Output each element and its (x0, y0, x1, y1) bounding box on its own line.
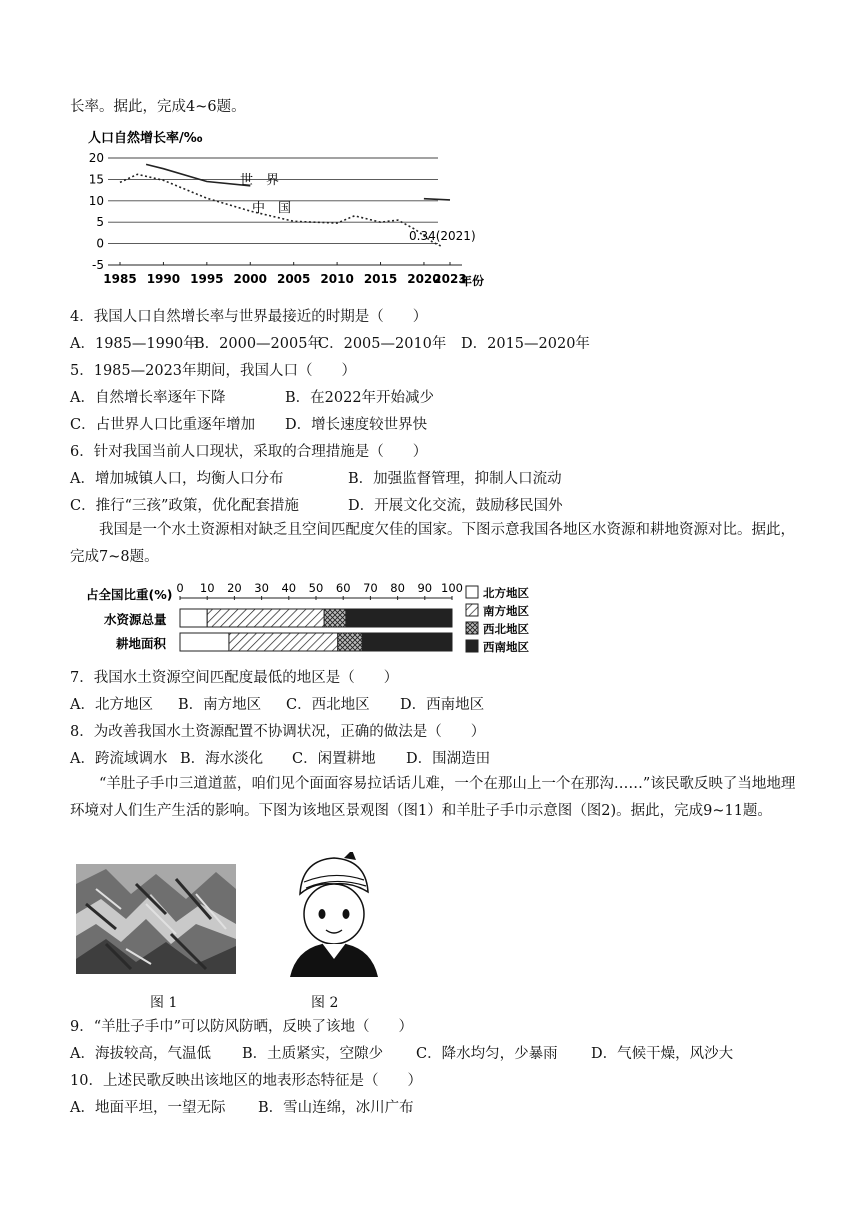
passage-water-land: 我国是一个水土资源相对缺乏且空间匹配度欠佳的国家。下图示意我国各地区水资源和耕地资源对比。据此，完成7~8题。 (70, 522, 795, 565)
passage-folk-song: “羊肚子手巾三道道蓝，咱们见个面面容易拉话话儿难，一个在那山上一个在那沟……”该民歌反映了当地地理环境对人们生产生活的影响。下图为该地区景观图（图1）和羊肚子手巾示意图（图2)。据此，完成9~11题。 (70, 776, 796, 819)
q10-option-a[interactable]: A．地面平坦，一望无际 (70, 1100, 226, 1116)
water-land-chart (80, 580, 540, 658)
q6-stem: 6．针对我国当前人口现状，采取的合理措施是（ ） (70, 444, 428, 460)
x-tick-label: 80 (390, 581, 405, 595)
q10-options (70, 1098, 414, 1118)
row-label-water: 水资源总量 (104, 612, 167, 627)
x-tick-label: 2023 (433, 272, 467, 286)
q9-option-b[interactable]: B．土质紧实，空隙少 (242, 1046, 384, 1062)
chart1-ylabel: 人口自然增长率/‰ (88, 131, 203, 146)
intro-text: 长率。据此，完成4~6题。 (70, 99, 246, 115)
growth-rate-chart (80, 122, 500, 292)
q5-options-2 (70, 415, 427, 435)
q4-stem: 4．我国人口自然增长率与世界最接近的时期是（ ） (70, 309, 428, 325)
q7-stem: 7．我国水土资源空间匹配度最低的地区是（ ） (70, 670, 399, 686)
y-tick-label: 0 (96, 236, 104, 251)
annotation-2021: 0.34(2021) (409, 229, 476, 243)
x-tick-label: 40 (281, 581, 297, 595)
bar-segment-land-3 (362, 633, 452, 651)
q8-options (70, 749, 490, 769)
towel-headscarf-illustration (282, 852, 382, 977)
q6-option-b[interactable]: B．加强监督管理，抑制人口流动 (348, 471, 562, 487)
x-tick-label: 10 (199, 581, 215, 595)
q7-option-a[interactable]: A．北方地区 (70, 697, 153, 713)
row-label-land: 耕地面积 (116, 636, 167, 651)
legend-label: 南方地区 (483, 604, 529, 618)
q8-option-b[interactable]: B．海水淡化 (180, 751, 264, 767)
x-tick-label: 2020 (407, 272, 441, 286)
q7-option-b[interactable]: B．南方地区 (178, 697, 262, 713)
q6-option-c[interactable]: C．推行“三孩”政策，优化配套措施 (70, 498, 299, 514)
x-tick-label: 90 (417, 581, 433, 595)
q10-option-b[interactable]: B．雪山连绵，冰川广布 (258, 1100, 414, 1116)
chart1-xlabel: 年份 (460, 274, 485, 288)
world-series-label: 世 界 (240, 173, 280, 188)
chart2-title: 占全国比重(%) (86, 587, 173, 602)
q5-option-d[interactable]: D．增长速度较世界快 (285, 417, 428, 433)
world-series-line-1 (146, 164, 250, 185)
x-tick-label: 0 (176, 581, 184, 595)
legend-swatch (466, 640, 478, 652)
q8-option-c[interactable]: C．闲置耕地 (292, 751, 376, 767)
y-tick-label: 20 (88, 151, 104, 165)
bar-segment-land-1 (229, 633, 338, 651)
q6-options-2 (70, 496, 563, 516)
q4-options (70, 334, 590, 354)
legend-swatch (466, 586, 478, 598)
q5-stem: 5．1985—2023年期间，我国人口（ ） (70, 363, 357, 379)
q7-option-c[interactable]: C．西北地区 (286, 697, 370, 713)
q9-options (70, 1044, 733, 1064)
x-tick-label: 1985 (103, 272, 137, 286)
q7-option-d[interactable]: D．西南地区 (400, 697, 485, 713)
x-tick-label: 2015 (363, 272, 398, 286)
y-tick-label: 15 (88, 172, 104, 187)
q8-option-d[interactable]: D．围湖造田 (406, 751, 491, 767)
x-tick-label: 2000 (233, 272, 267, 286)
legend-label: 西北地区 (483, 622, 529, 636)
y-tick-label: 5 (96, 215, 104, 230)
china-series-label: 中 国 (252, 201, 292, 216)
q9-stem: 9．“羊肚子手巾”可以防风防晒，反映了该地（ ） (70, 1019, 414, 1035)
q8-option-a[interactable]: A．跨流域调水 (70, 751, 168, 767)
bar-segment-land-2 (338, 633, 362, 651)
legend-label: 北方地区 (483, 586, 529, 600)
landscape-photo (76, 864, 236, 974)
x-tick-label: 50 (308, 581, 324, 595)
q5-option-a[interactable]: A．自然增长率逐年下降 (70, 390, 226, 406)
bar-segment-land-0 (180, 633, 229, 651)
q4-option-c[interactable]: C．2005—2010年 (318, 336, 447, 352)
bar-segment-water-2 (324, 609, 346, 627)
q4-option-a[interactable]: A．1985—1990年 (70, 336, 198, 352)
y-tick-label: -5 (92, 258, 104, 272)
q9-option-a[interactable]: A．海拔较高，气温低 (70, 1046, 211, 1062)
x-tick-label: 70 (363, 581, 378, 595)
q4-option-d[interactable]: D．2015—2020年 (461, 336, 590, 352)
q10-stem: 10．上述民歌反映出该地区的地表形态特征是（ ） (70, 1073, 422, 1089)
q6-options (70, 469, 562, 489)
x-tick-label: 100 (441, 581, 463, 595)
legend-swatch (466, 622, 478, 634)
q9-option-d[interactable]: D．气候干燥，风沙大 (591, 1046, 734, 1062)
x-tick-label: 1990 (146, 272, 181, 286)
x-tick-label: 2010 (320, 272, 354, 286)
q6-option-d[interactable]: D．开展文化交流，鼓励移民国外 (348, 498, 563, 514)
bar-segment-water-1 (207, 609, 324, 627)
q5-option-b[interactable]: B．在2022年开始减少 (285, 390, 435, 406)
figure-1-caption: 图 1 (150, 995, 178, 1011)
bar-segment-water-3 (346, 609, 452, 627)
x-tick-label: 1995 (190, 272, 224, 286)
x-tick-label: 60 (335, 581, 351, 595)
x-tick-label: 2005 (276, 272, 311, 286)
world-series-line-2 (424, 199, 450, 200)
legend-swatch (466, 604, 478, 616)
y-tick-label: 10 (88, 193, 104, 208)
x-tick-label: 30 (254, 581, 269, 595)
legend-label: 西南地区 (483, 640, 529, 654)
q7-options (70, 695, 484, 715)
q5-options (70, 388, 434, 408)
q8-stem: 8．为改善我国水土资源配置不协调状况，正确的做法是（ ） (70, 724, 486, 740)
q6-option-a[interactable]: A．增加城镇人口，均衡人口分布 (70, 471, 284, 487)
q5-option-c[interactable]: C．占世界人口比重逐年增加 (70, 417, 256, 433)
figure-2-caption: 图 2 (311, 995, 339, 1011)
q9-option-c[interactable]: C．降水均匀，少暴雨 (416, 1046, 558, 1062)
x-tick-label: 20 (227, 581, 242, 595)
bar-segment-water-0 (180, 609, 207, 627)
q4-option-b[interactable]: B．2000—2005年 (194, 336, 322, 352)
